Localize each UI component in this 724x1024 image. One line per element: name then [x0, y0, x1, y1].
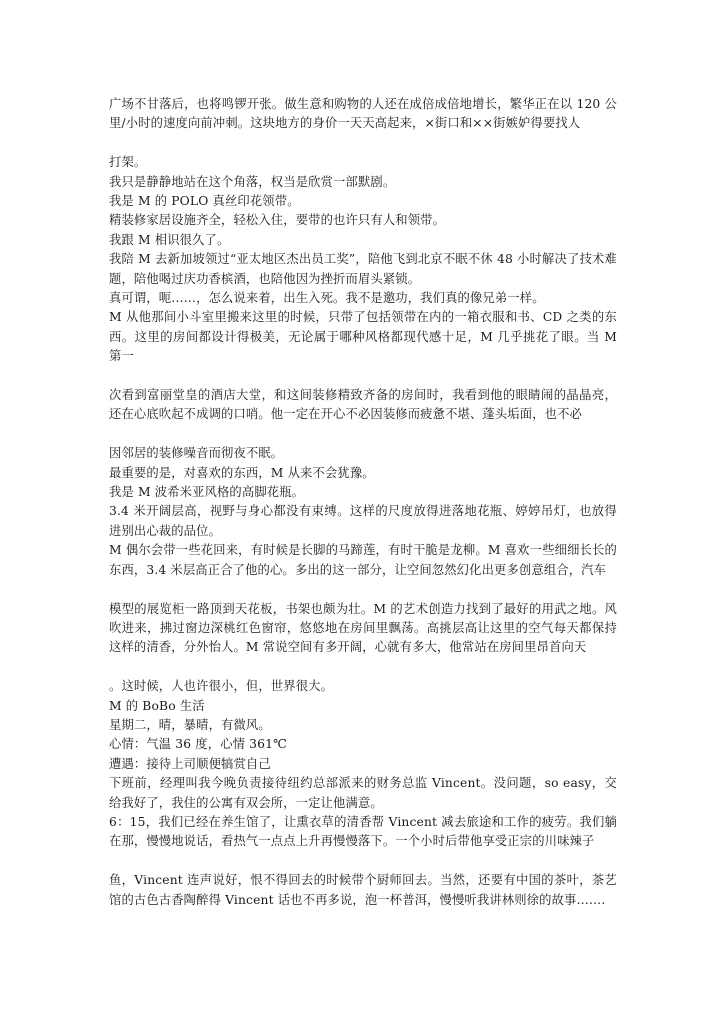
text-line: 我只是静静地站在这个角落，权当是欣赏一部默剧。 [109, 174, 396, 189]
paragraph-gap [109, 658, 617, 677]
text-line: 星期二，晴，暴晴，有微风。 [109, 717, 271, 732]
paragraph-gap [109, 367, 617, 386]
text-line: 3.4 米开阔层高，视野与身心都没有束缚。这样的尺度放得进落地花瓶、婷婷吊灯，也放得进别出心裁的品位。 [109, 504, 617, 538]
text-line: 鱼，Vincent 连声说好，恨不得回去的时候带个厨师回去。当然，还要有中国的茶叶，茶艺馆的古色古香陶醉得 Vincent 话也不再多说，泡一杯普洱，慢慢听我讲林则徐的故事……. [109, 873, 617, 907]
text-line: 我跟 M 相识很久了。 [109, 232, 230, 247]
text-line: 精装修家居设施齐全，轻松入住，要带的也许只有人和领带。 [109, 213, 446, 228]
paragraph-gap [109, 425, 617, 444]
text-line: 真可谓，呃……，怎么说来着，出生入死。我不是邀功，我们真的像兄弟一样。 [109, 291, 545, 306]
body-text [109, 95, 617, 910]
text-line: 我是 M 的 POLO 真丝印花领带。 [109, 194, 300, 209]
text-line: 次看到富丽堂皇的酒店大堂，和这间装修精致齐备的房间时，我看到他的眼睛闹的晶晶亮，还在心底吹起不成调的口哨。他一定在开心不必因装修而疲惫不堪、蓬头垢面，也不必 [109, 388, 617, 422]
text-line: 因邻居的装修噪音而彻夜不眠。 [109, 446, 284, 461]
text-line: 下班前，经理叫我今晚负责接待纽约总部派来的财务总监 Vincent。没问题，so easy，交给我好了，我住的公寓有双会所，一定让他满意。 [109, 776, 617, 810]
text-line: 我陪 M 去新加坡领过“亚太地区杰出员工奖”，陪他飞到北京不眠不休 48 小时解决了技术难题，陪他喝过庆功香槟酒，也陪他因为挫折而眉头紧锁。 [109, 252, 617, 286]
text-line: 。这时候，人也许很小，但，世界很大。 [109, 679, 334, 694]
text-line: M 偶尔会带一些花回来，有时候是长脚的马蹄莲，有时干脆是龙柳。M 喜欢一些细细长长的东西，3.4 米层高正合了他的心。多出的这一部分，让空间忽然幻化出更多创意组合，汽车 [109, 543, 617, 577]
text-line: M 从他那间小斗室里搬来这里的时候，只带了包括领带在内的一箱衣服和书、CD 之类的东西。这里的房间都设计得极美，无论属于哪种风格都现代感十足，M 几乎挑花了眼。当 M 第一 [109, 310, 617, 364]
paragraph-gap [109, 134, 617, 153]
text-line: 我是 M 波希米亚风格的高脚花瓶。 [109, 485, 305, 500]
text-line: 模型的展览柜一路顶到天花板，书架也颇为壮。M 的艺术创造力找到了最好的用武之地。风吹进来，拂过窗边深桃红色窗帘，悠悠地在房间里飘荡。高挑层高让这里的空气每天都保持这样的清香，分外怡人。M 常说空间有多开阔，心就有多大，他常站在房间里昂首向天 [109, 601, 617, 655]
text-line: 心情：气温 36 度，心情 361℃ [109, 737, 287, 752]
text-line: 遭遇：接待上司顺便犒赏自己 [109, 756, 271, 771]
paragraph-gap [109, 852, 617, 871]
paragraph-gap [109, 580, 617, 599]
text-line: M 的 BoBo 生活 [109, 698, 205, 713]
text-line: 6：15，我们已经在养生馆了，让熏衣草的清香帮 Vincent 减去旅途和工作的疲劳。我们躺在那，慢慢地说话，看热气一点点上升再慢慢落下。一个小时后带他享受正宗的川味辣子 [109, 814, 617, 849]
text-line: 最重要的是，对喜欢的东西，M 从来不会犹豫。 [109, 465, 375, 480]
text-line: 广场不甘落后，也将鸣锣开张。做生意和购物的人还在成倍成倍地增长，繁华正在以 120 公里/小时的速度向前冲刺。这块地方的身价一天天高起来，×街口和××街嫉妒得要找人 [109, 97, 617, 131]
text-line: 打架。 [109, 155, 147, 170]
